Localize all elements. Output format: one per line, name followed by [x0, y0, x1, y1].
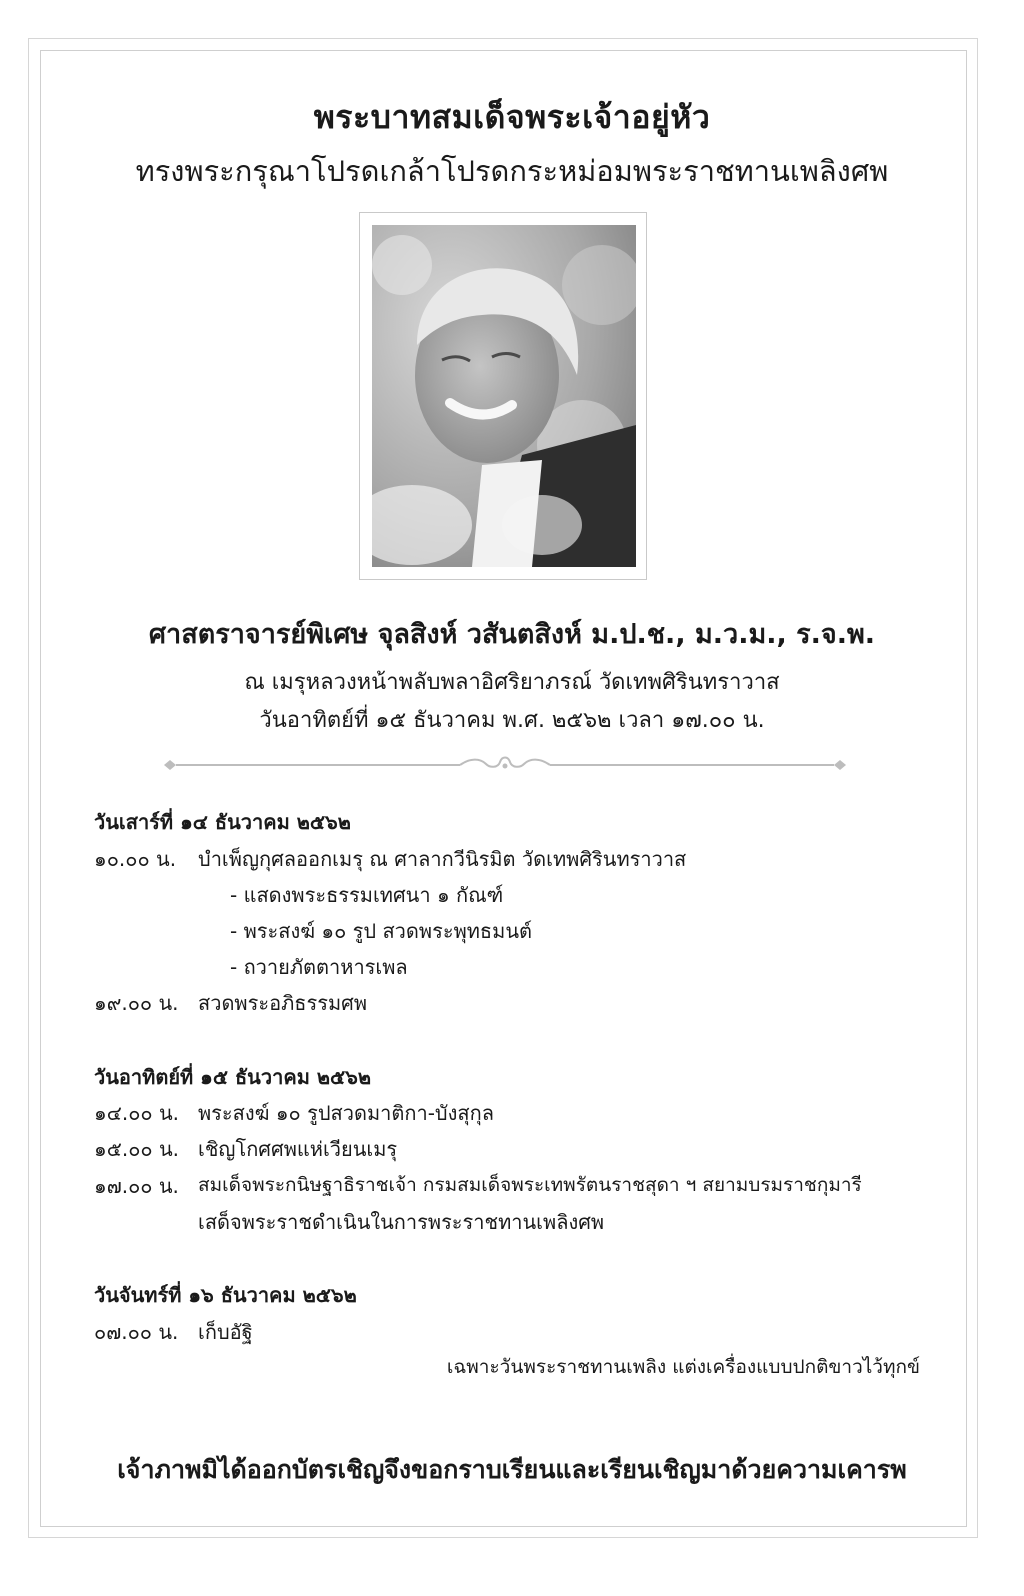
royal-title: พระบาทสมเด็จพระเจ้าอยู่หัว	[313, 98, 711, 136]
event-description-continued: เสด็จพระราชดำเนินในการพระราชทานเพลิงศพ	[198, 1210, 605, 1234]
royal-subtitle: ทรงพระกรุณาโปรดเกล้าโปรดกระหม่อมพระราชทานเพลิงศพ	[135, 154, 889, 188]
event-time: ๑๔.๐๐ น.	[94, 1101, 179, 1125]
event-time: ๐๗.๐๐ น.	[94, 1320, 179, 1344]
day-heading: วันจันทร์ที่ ๑๖ ธันวาคม ๒๕๖๒	[94, 1283, 357, 1307]
event-description: เก็บอัฐิ	[198, 1320, 253, 1344]
portrait-photo	[372, 225, 636, 567]
portrait-frame	[359, 212, 647, 580]
ceremony-datetime: วันอาทิตย์ที่ ๑๕ ธันวาคม พ.ศ. ๒๕๖๒ เวลา ๑๗.๐๐ น.	[259, 708, 765, 733]
ceremony-location: ณ เมรุหลวงหน้าพลับพลาอิศริยาภรณ์ วัดเทพศิรินทราวาส	[244, 670, 780, 695]
event-description: พระสงฆ์ ๑๐ รูปสวดมาติกา-บังสุกุล	[198, 1101, 494, 1125]
portrait-illustration	[372, 225, 636, 567]
event-sub-item: - พระสงฆ์ ๑๐ รูป สวดพระพุทธมนต์	[230, 919, 532, 943]
event-sub-item: - แสดงพระธรรมเทศนา ๑ กัณฑ์	[230, 883, 504, 907]
event-time: ๑๙.๐๐ น.	[94, 991, 179, 1015]
event-description: สมเด็จพระกนิษฐาธิราชเจ้า กรมสมเด็จพระเทพรัตนราชสุดา ฯ สยามบรมราชกุมารี	[198, 1174, 862, 1196]
event-description: เชิญโกศศพแห่เวียนเมรุ	[198, 1137, 398, 1161]
footer-note: เจ้าภาพมิได้ออกบัตรเชิญจึงขอกราบเรียนและเรียนเชิญมาด้วยความเคารพ	[117, 1455, 907, 1484]
event-time: ๑๕.๐๐ น.	[94, 1137, 179, 1161]
event-sub-item: - ถวายภัตตาหารเพล	[230, 955, 408, 979]
deceased-name: ศาสตราจารย์พิเศษ จุลสิงห์ วสันตสิงห์ ม.ป.ช., ม.ว.ม., ร.จ.พ.	[148, 619, 876, 650]
event-time: ๑๐.๐๐ น.	[94, 847, 177, 871]
event-description: สวดพระอภิธรรมศพ	[198, 991, 368, 1015]
ornamental-divider-icon	[160, 752, 850, 778]
dress-code-note: เฉพาะวันพระราชทานเพลิง แต่งเครื่องแบบปกติขาวไว้ทุกข์	[446, 1356, 920, 1378]
event-time: ๑๗.๐๐ น.	[94, 1174, 179, 1198]
event-description: บำเพ็ญกุศลออกเมรุ ณ ศาลากวีนิรมิต วัดเทพศิรินทราวาส	[198, 847, 687, 871]
day-heading: วันเสาร์ที่ ๑๔ ธันวาคม ๒๕๖๒	[94, 810, 351, 834]
day-heading: วันอาทิตย์ที่ ๑๕ ธันวาคม ๒๕๖๒	[94, 1065, 372, 1089]
